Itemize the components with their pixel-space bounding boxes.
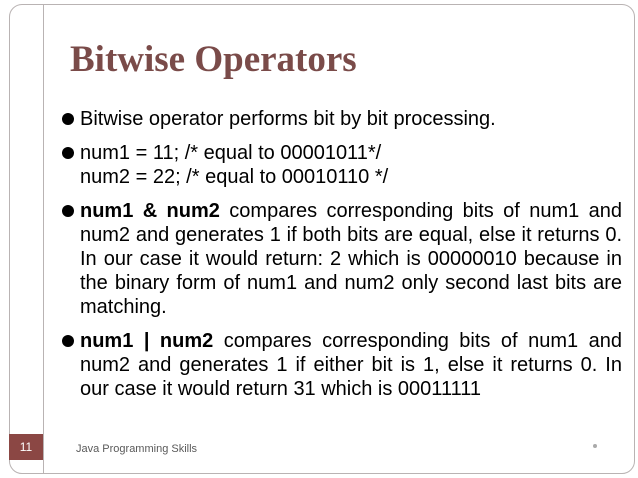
bullet-bold-text: num1 | num2 — [80, 330, 214, 352]
bullet-text: compares corresponding bits of num1 and num2 and generates 1 if either bit is 1, else it returns 0. In our case it would return 31 which is 00011111 — [80, 330, 622, 400]
bullet-bold-text: num1 & num2 — [80, 200, 220, 222]
bullet-item — [62, 107, 622, 131]
bullet-item — [62, 329, 622, 401]
slide-content — [62, 107, 622, 401]
page-number — [9, 434, 43, 460]
footer-dot — [593, 444, 597, 448]
bullet-text: Bitwise operator performs bit by bit processing. — [80, 108, 496, 130]
footer-text: Java Programming Skills — [76, 443, 198, 455]
bullet-text-line: num2 = 22; /* equal to 00010110 */ — [80, 166, 389, 188]
slide-title: Bitwise Operators — [70, 39, 357, 80]
slide-left-rule — [43, 4, 44, 474]
bullet-item — [62, 141, 622, 189]
bullet-item — [62, 199, 622, 319]
bullet-text: compares corresponding bits of num1 and num2 and generates 1 if both bits are equal, else it returns 0. In our case it would return: 2 which is 00000010 because in the binary form of num1 and num2 only second last bits are matching. — [80, 200, 622, 318]
bullet-text-line: num1 = 11; /* equal to 00001011*/ — [80, 142, 382, 164]
page-number-label: 11 — [19, 440, 33, 454]
